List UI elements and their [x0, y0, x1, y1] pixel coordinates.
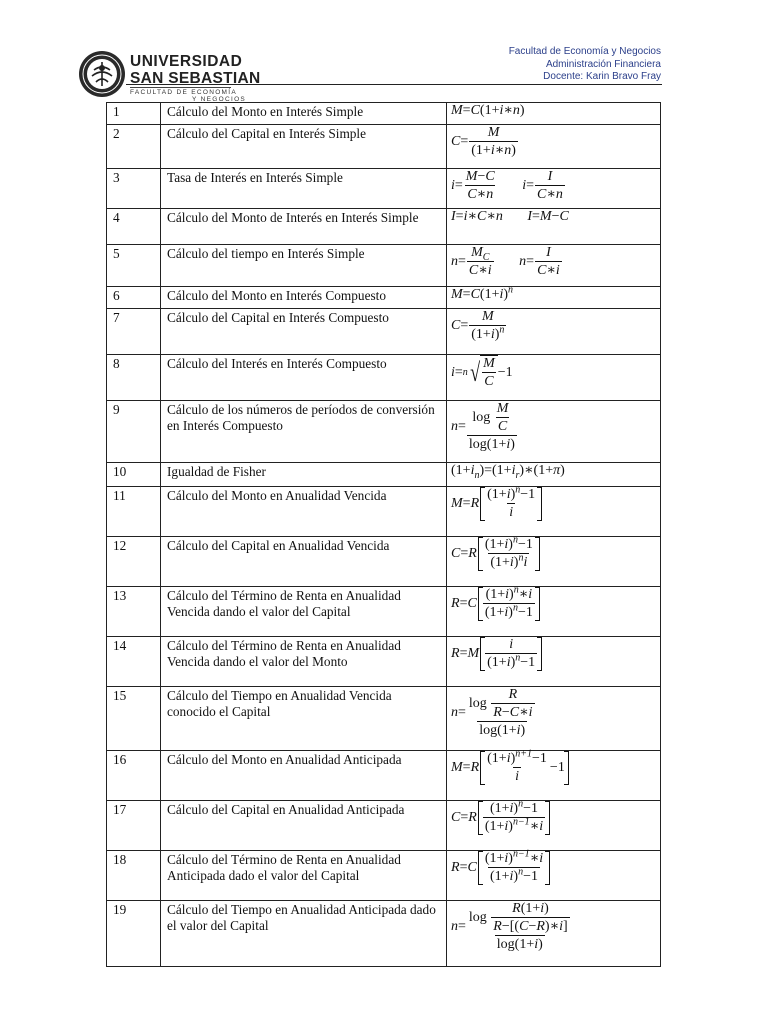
row-formula: n= $\frac{M_C}{C∗i}$ n= $\frac{I}{C∗i}$	[447, 245, 661, 287]
table-row	[107, 801, 661, 851]
row-number: 17	[107, 801, 161, 851]
row-description: Cálculo del tiempo en Interés Simple	[161, 245, 447, 287]
row-description: Cálculo del Monto en Interés Compuesto	[161, 287, 447, 309]
row-formula: $(1+i_n)=(1+i_r)∗(1+\pi)$	[447, 463, 661, 487]
row-description: Cálculo del Capital en Interés Compuesto	[161, 309, 447, 355]
faculty-line2: Y NEGOCIOS	[192, 95, 247, 103]
row-formula: M=R $\frac{(1+i)^{n+1}-1}{i}$ −1	[447, 751, 661, 801]
row-formula: C= $\frac{M}{(1+i∗n)}$	[447, 125, 661, 169]
row-description: Igualdad de Fisher	[161, 463, 447, 487]
row-description: Cálculo del Término de Renta en Anualidad Vencida dando el valor del Monto	[161, 637, 447, 687]
row-number: 14	[107, 637, 161, 687]
row-formula: C=R $\frac{(1+i)^n-1}{(1+i)^ni}$	[447, 537, 661, 587]
table-row	[107, 537, 661, 587]
row-number: 9	[107, 401, 161, 463]
row-formula: i= $\frac{M-C}{C∗n}$ i= $\frac{I}{C∗n}$	[447, 169, 661, 209]
row-number: 1	[107, 103, 161, 125]
row-description: Tasa de Interés en Interés Simple	[161, 169, 447, 209]
table-row	[107, 751, 661, 801]
row-formula: C=R $\frac{(1+i)^n-1}{(1+i)^{n-1}∗i}$	[447, 801, 661, 851]
row-description: Cálculo del Capital en Anualidad Anticipada	[161, 801, 447, 851]
table-row	[107, 309, 661, 355]
table-row	[107, 245, 661, 287]
row-number: 15	[107, 687, 161, 751]
row-number: 4	[107, 209, 161, 245]
row-number: 10	[107, 463, 161, 487]
table-row	[107, 851, 661, 901]
row-formula: C= $\frac{M}{(1+i)^n}$	[447, 309, 661, 355]
course-teacher: Docente: Karin Bravo Fray	[543, 71, 661, 82]
row-number: 2	[107, 125, 161, 169]
row-number: 6	[107, 287, 161, 309]
row-number: 3	[107, 169, 161, 209]
table-row	[107, 355, 661, 401]
page-header	[0, 0, 768, 103]
row-formula: $M=C(1+i)^n$	[447, 287, 661, 309]
row-description: Cálculo del Capital en Anualidad Vencida	[161, 537, 447, 587]
row-description: Cálculo del Monto en Anualidad Anticipada	[161, 751, 447, 801]
row-formula: M=R $\frac{(1+i)^n-1}{i}$	[447, 487, 661, 537]
row-number: 16	[107, 751, 161, 801]
table-row	[107, 587, 661, 637]
row-description: Cálculo del Tiempo en Anualidad Anticipada dado el valor del Capital	[161, 901, 447, 967]
table-row	[107, 463, 661, 487]
table-row	[107, 637, 661, 687]
row-description: Cálculo del Interés en Interés Compuesto	[161, 355, 447, 401]
row-formula: n= log $\frac{R(1+i)}{R-[(C-R)∗i]}$ log(1+i)	[447, 901, 661, 967]
row-number: 7	[107, 309, 161, 355]
row-number: 18	[107, 851, 161, 901]
row-number: 13	[107, 587, 161, 637]
course-faculty: Facultad de Economía y Negocios	[508, 46, 661, 57]
header-rule	[126, 84, 662, 85]
row-formula: n= log $\frac{M}{C}$ log(1+i)	[447, 401, 661, 463]
row-formula: i= n √ $\frac{M}{C}$ −1	[447, 355, 661, 401]
table-row	[107, 687, 661, 751]
faculty-line1: FACULTAD DE ECONOMÍA	[130, 89, 238, 96]
table-row	[107, 125, 661, 169]
table-row	[107, 487, 661, 537]
row-formula: R=C $\frac{(1+i)^n∗i}{(1+i)^n-1}$	[447, 587, 661, 637]
row-description: Cálculo de los números de períodos de conversión en Interés Compuesto	[161, 401, 447, 463]
row-description: Cálculo del Capital en Interés Simple	[161, 125, 447, 169]
university-name	[130, 54, 261, 103]
table-row	[107, 401, 661, 463]
course-name: Administración Financiera	[545, 58, 661, 70]
row-formula: R=M $\frac{i}{(1+i)^n-1}$	[447, 637, 661, 687]
table-row	[107, 287, 661, 309]
table-row	[107, 169, 661, 209]
row-number: 5	[107, 245, 161, 287]
table-row	[107, 209, 661, 245]
row-formula: M=C(1+i∗n)	[447, 103, 661, 125]
row-formula: n= log $\frac{R}{R-C∗i}$ log(1+i)	[447, 687, 661, 751]
row-description: Cálculo del Tiempo en Anualidad Vencida conocido el Capital	[161, 687, 447, 751]
row-formula: I=i∗C∗n I=M−C	[447, 209, 661, 245]
university-seal-logo	[78, 50, 126, 98]
row-number: 8	[107, 355, 161, 401]
table-row	[107, 103, 661, 125]
row-number: 12	[107, 537, 161, 587]
table-row	[107, 901, 661, 967]
row-number: 19	[107, 901, 161, 967]
university-line2: SAN SEBASTIAN	[130, 69, 261, 87]
row-formula: R=C $\frac{(1+i)^{n-1}∗i}{(1+i)^n-1}$	[447, 851, 661, 901]
formula-table	[106, 102, 661, 967]
row-description: Cálculo del Monto de Interés en Interés Simple	[161, 209, 447, 245]
row-number: 11	[107, 487, 161, 537]
row-description: Cálculo del Monto en Anualidad Vencida	[161, 487, 447, 537]
row-description: Cálculo del Monto en Interés Simple	[161, 103, 447, 125]
row-description: Cálculo del Término de Renta en Anualidad Anticipada dado el valor del Capital	[161, 851, 447, 901]
university-line1: UNIVERSIDAD	[130, 53, 243, 70]
row-description: Cálculo del Término de Renta en Anualidad Vencida dando el valor del Capital	[161, 587, 447, 637]
course-info	[509, 46, 661, 84]
